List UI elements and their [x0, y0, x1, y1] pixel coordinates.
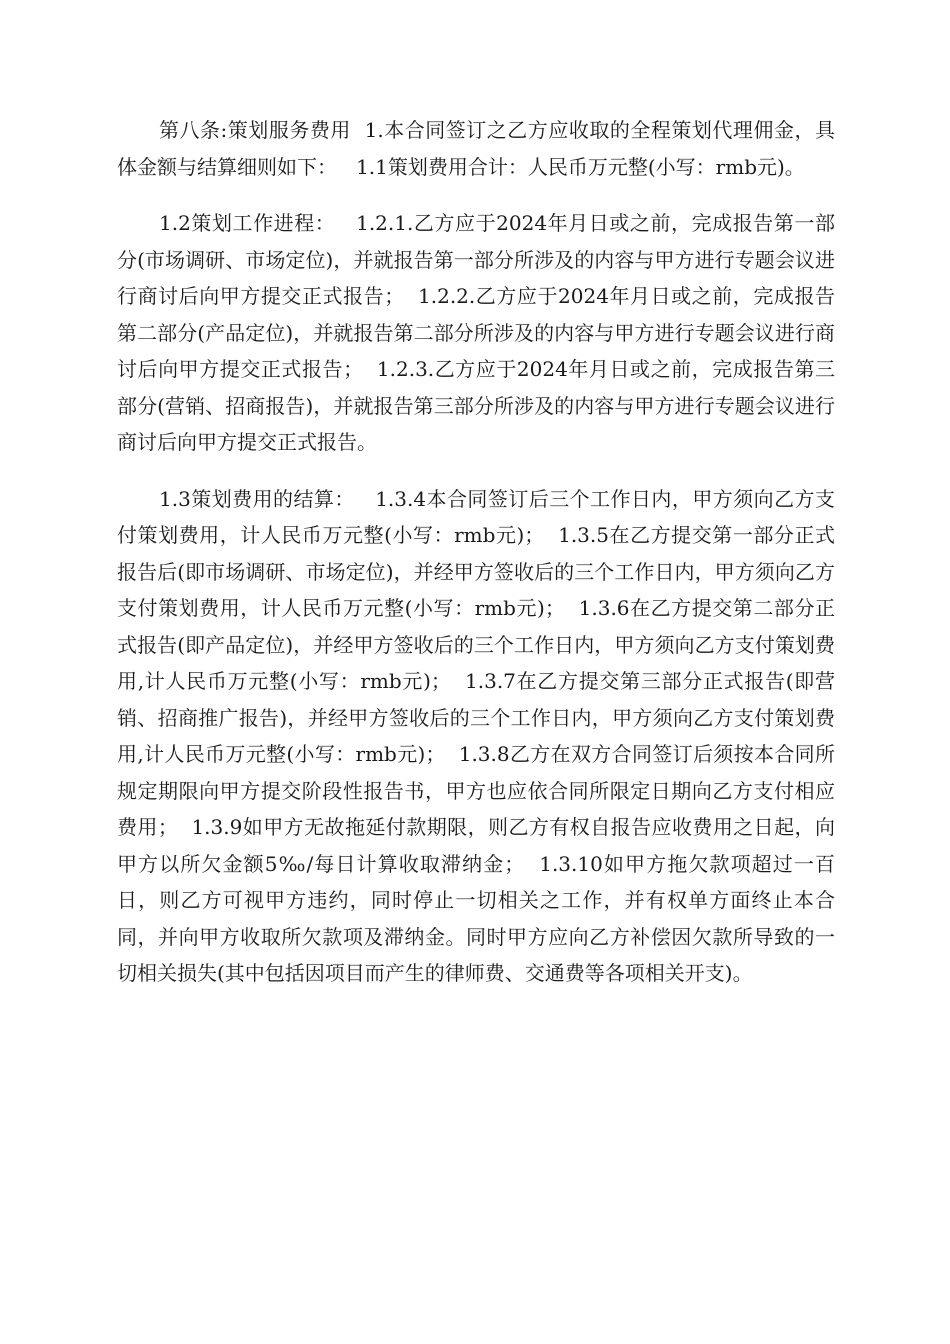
paragraph-article-8-fees: 第八条:策划服务费用 1.本合同签订之乙方应收取的全程策划代理佣金，具体金额与结算细则如下： 1.1策划费用合计：人民币万元整(小写：rmb元)。: [117, 118, 835, 179]
paragraph-fee-settlement: 1.3策划费用的结算： 1.3.4本合同签订后三个工作日内，甲方须向乙方支付策划费用，计人民币万元整(小写：rmb元)； 1.3.5在乙方提交第一部分正式报告后(即市场调研、市场定位)，并经甲方签收后的三个工作日内，甲方须向乙方支付策划费用，计人民币万元整(小写：rmb元)； 1.3.6在乙方提交第二部分正式报告(即产品定位)，并经甲方签收后的三个工作日内，甲方须向乙方支付策划费用,计人民币万元整(小写：rmb元)； 1.3.7在乙方提交第三部分正式报告(即营销、招商推广报告)，并经甲方签收后的三个工作日内，甲方须向乙方支付策划费用,计人民币万元整(小写：rmb元)； 1.3.8乙方在双方合同签订后须按本合同所规定期限向甲方提交阶段性报告书，甲方也应依合同所限定日期向乙方支付相应费用； 1.3.9如甲方无故拖延付款期限，则乙方有权自报告应收费用之日起，向甲方以所欠金额5‰/每日计算收取滞纳金； 1.3.10如甲方拖欠款项超过一百日，则乙方可视甲方违约，同时停止一切相关之工作，并有权单方面终止本合同，并向甲方收取所欠款项及滞纳金。同时甲方应向乙方补偿因欠款所导致的一切相关损失(其中包括因项目而产生的律师费、交通费等各项相关开支)。: [117, 486, 835, 985]
document-body: [117, 112, 835, 1012]
paragraph-work-schedule: 1.2策划工作进程： 1.2.1.乙方应于2024年月日或之前，完成报告第一部分(市场调研、市场定位)，并就报告第一部分所涉及的内容与甲方进行专题会议进行商讨后向甲方提交正式报告； 1.2.2.乙方应于2024年月日或之前，完成报告第二部分(产品定位)，并就报告第二部分所涉及的内容与甲方进行专题会议进行商讨后向甲方提交正式报告； 1.2.3.乙方应于2024年月日或之前，完成报告第三部分(营销、招商报告)，并就报告第三部分所涉及的内容与甲方进行专题会议进行商讨后向甲方提交正式报告。: [117, 211, 835, 454]
